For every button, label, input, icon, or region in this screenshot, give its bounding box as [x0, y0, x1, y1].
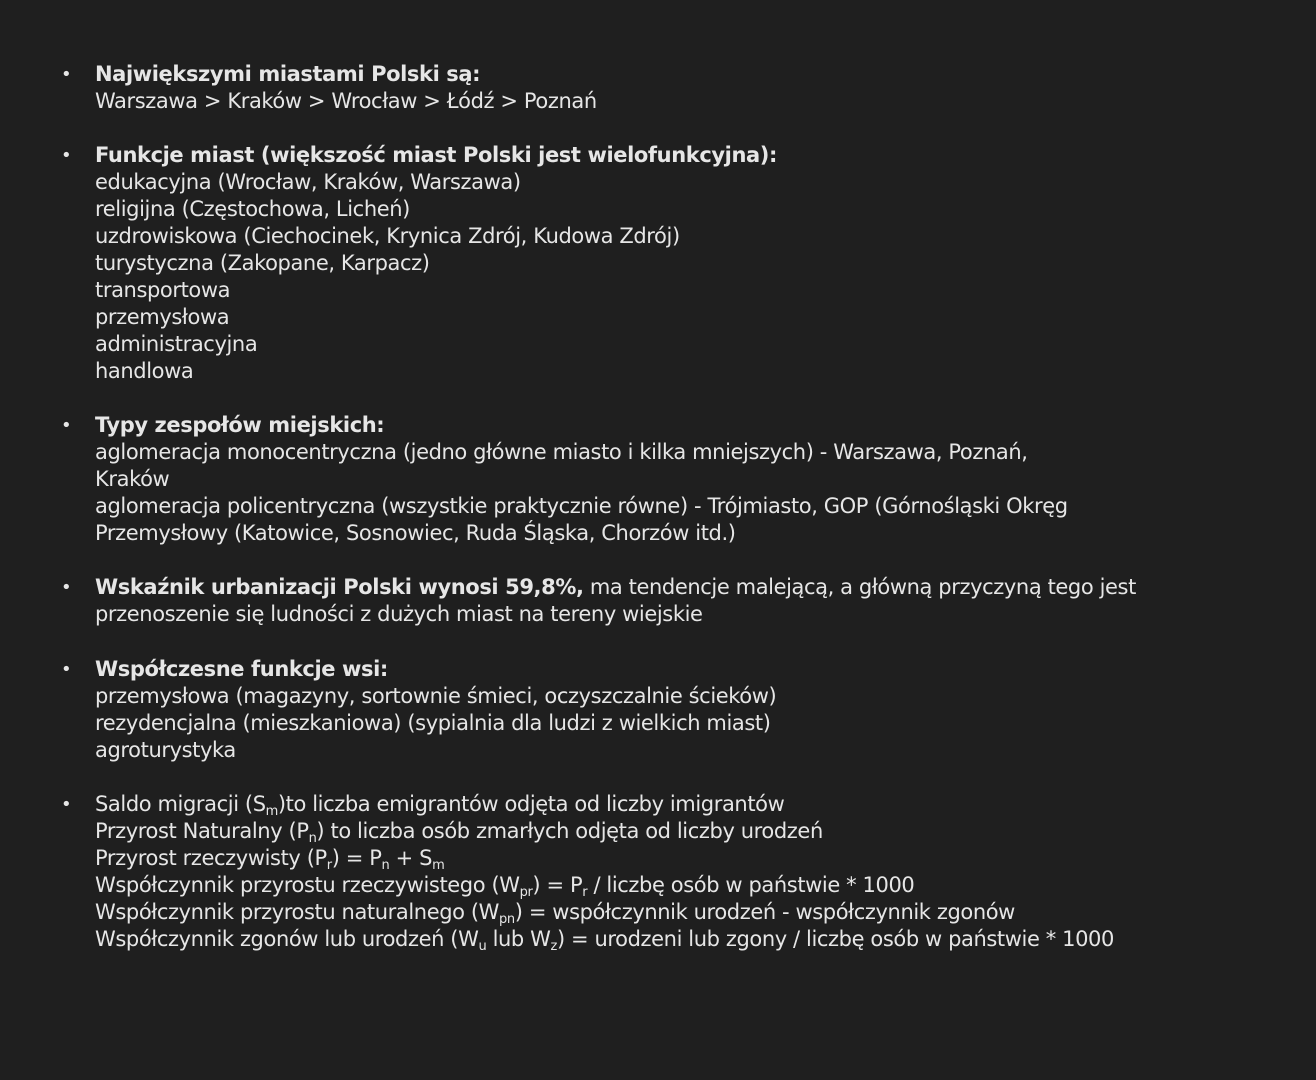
section-heading: Funkcje miast (większość miast Polski jest wielofunkcyjna): [95, 143, 777, 167]
list-item: edukacyjna (Wrocław, Kraków, Warszawa) [95, 170, 521, 194]
formula-death-birth-rate: Współczynnik zgonów lub urodzeń ($W_u$ lub $W_z$) = urodzeni lub zgony / liczbę osób w państwie * 1000 [95, 927, 1114, 954]
list-item: agroturystyka [95, 738, 236, 762]
bullet-icon: • [61, 577, 72, 598]
list-item: aglomeracja monocentryczna (jedno główne miasto i kilka mniejszych) - Warszawa, Poznań, [95, 440, 1028, 464]
section-heading: Współczesne funkcje wsi: [95, 657, 388, 681]
bullet-icon: • [61, 659, 72, 680]
list-item: Przemysłowy (Katowice, Sosnowiec, Ruda Śląska, Chorzów itd.) [95, 521, 736, 545]
section-village-functions [61, 656, 1235, 764]
formula-natural-increase-rate: Współczynnik przyrostu naturalnego $(W_{pn})$ = współczynnik urodzeń - współczynnik zgonów [95, 900, 1015, 927]
list-item: religijna (Częstochowa, Licheń) [95, 197, 410, 221]
section-heading: Wskaźnik urbanizacji Polski wynosi 59,8%, [95, 575, 584, 599]
section-heading: Typy zespołów miejskich: [95, 413, 385, 437]
formula-natural-increase: Przyrost Naturalny $(P_n)$ to liczba osób zmarłych odjęta od liczby urodzeń [95, 819, 823, 846]
bullet-icon: • [61, 794, 72, 815]
list-item: handlowa [95, 359, 194, 383]
list-item: uzdrowiskowa (Ciechocinek, Krynica Zdrój, Kudowa Zdrój) [95, 224, 680, 248]
formula-real-increase-rate: Współczynnik przyrostu rzeczywistego $(W_{pr}) = P_r$ / liczbę osób w państwie * 1000 [95, 873, 915, 900]
bullet-icon: • [61, 415, 72, 436]
section-largest-cities [61, 61, 1235, 115]
bullet-icon: • [61, 64, 72, 85]
section-urban-complex-types [61, 412, 1235, 547]
formula-real-increase: Przyrost rzeczywisty $(P_r) = P_n + S_m$ [95, 846, 445, 873]
bullet-icon: • [61, 145, 72, 166]
list-item: Warszawa > Kraków > Wrocław > Łódź > Poznań [95, 89, 597, 113]
section-demographic-formulas [61, 791, 1235, 954]
urbanization-sentence [95, 574, 1235, 601]
formula-migration-balance: Saldo migracji $(S_m)to$ liczba emigrantów odjęta od liczby imigrantów [95, 792, 785, 819]
list-item: przemysłowa (magazyny, sortownie śmieci, oczyszczalnie ścieków) [95, 684, 777, 708]
section-city-functions [61, 142, 1235, 385]
list-item: aglomeracja policentryczna (wszystkie praktycznie równe) - Trójmiasto, GOP (Górnośląski Okręg [95, 494, 1068, 518]
list-item: transportowa [95, 278, 231, 302]
list-item: Kraków [95, 467, 170, 491]
section-urbanization-rate [61, 574, 1235, 628]
list-item: przenoszenie się ludności z dużych miast na tereny wiejskie [95, 602, 703, 626]
list-item: turystyczna (Zakopane, Karpacz) [95, 251, 430, 275]
list-item: rezydencjalna (mieszkaniowa) (sypialnia dla ludzi z wielkich miast) [95, 711, 771, 735]
section-heading: Największymi miastami Polski są: [95, 62, 481, 86]
sentence-rest: ma tendencje malejącą, a główną przyczyną tego jest [583, 575, 1136, 599]
list-item: administracyjna [95, 332, 258, 356]
list-item: przemysłowa [95, 305, 230, 329]
